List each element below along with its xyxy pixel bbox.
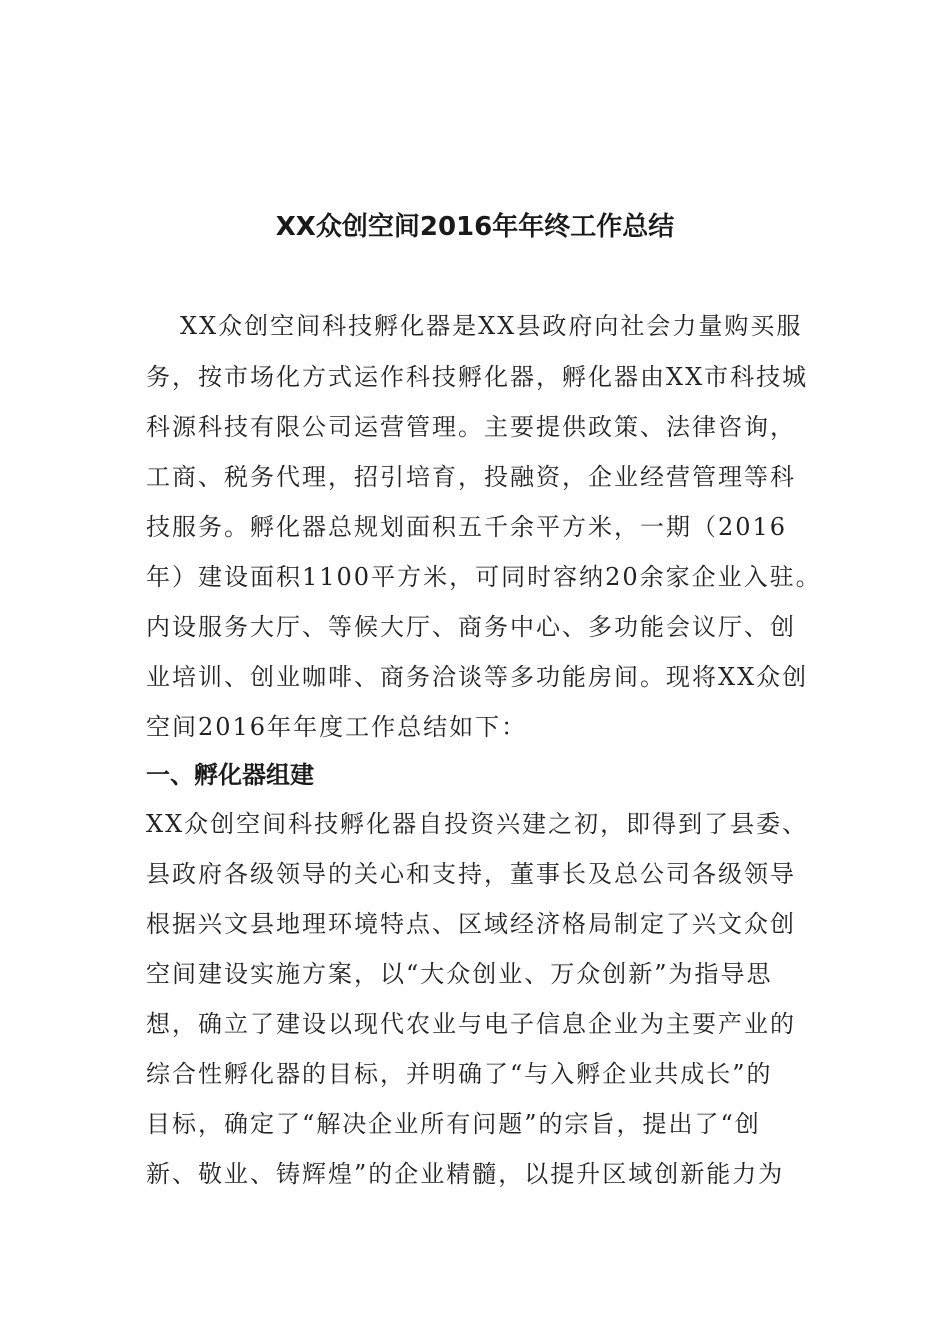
intro-line: 空间2016年年度工作总结如下： [146,713,528,741]
section-line: 新、敬业、铸辉煌”的企业精髓，以提升区域创新能力为 [146,1160,785,1188]
section-line: 目标，确定了“解决企业所有问题”的宗旨，提出了“创 [146,1110,761,1138]
section-line: 根据兴文县地理环境特点、区域经济格局制定了兴文众创 [146,910,796,938]
document-title: XX众创空间2016年年终工作总结 [275,212,675,242]
section-line: 综合性孵化器的目标，并明确了“与入孵企业共成长”的 [146,1060,773,1088]
intro-line: 科源科技有限公司运营管理。主要提供政策、法律咨询， [146,413,796,441]
intro-line: 技服务。孵化器总规划面积五千余平方米，一期（2016 [146,513,788,541]
intro-line: XX众创空间科技孵化器是XX县政府向社会力量购买服 [180,312,803,340]
section-line: XX众创空间科技孵化器自投资兴建之初，即得到了县委、 [146,810,809,838]
intro-line: 务，按市场化方式运作科技孵化器，孵化器由XX市科技城 [146,363,809,391]
intro-line: 年）建设面积1100平方米，可同时容纳20余家企业入驻。 [146,563,822,591]
intro-line: 工商、税务代理，招引培育，投融资，企业经营管理等科 [146,463,796,491]
section-line: 想，确立了建设以现代农业与电子信息企业为主要产业的 [146,1010,796,1038]
intro-line: 内设服务大厅、等候大厅、商务中心、多功能会议厅、创 [146,613,796,641]
section-heading: 一、孵化器组建 [146,761,314,789]
intro-line: 业培训、创业咖啡、商务洽谈等多功能房间。现将XX众创 [146,663,809,691]
section-line: 空间建设实施方案，以“大众创业、万众创新”为指导思 [146,960,773,988]
section-line: 县政府各级领导的关心和支持，董事长及总公司各级领导 [146,860,796,888]
